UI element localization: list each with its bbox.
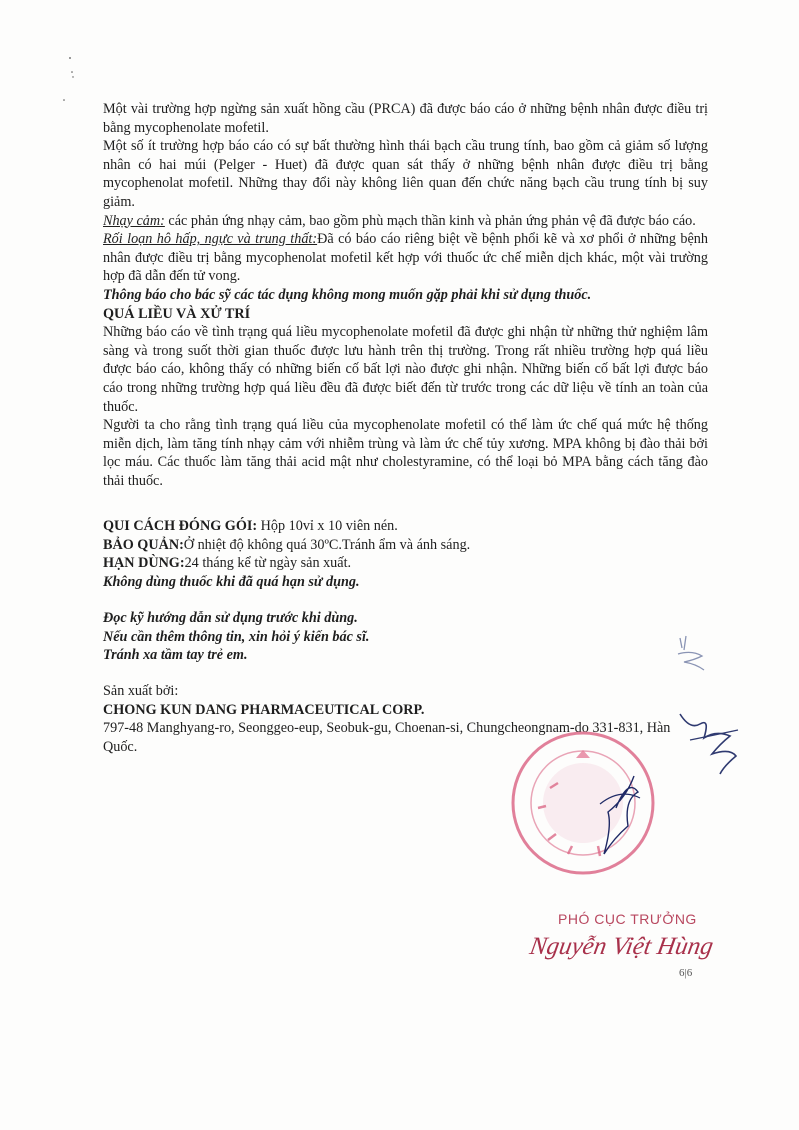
manufacturer-address: 797-48 Manghyang-ro, Seonggeo-eup, Seobuk-gu, Choenan-si, Chungcheongnam-do 331-831, Hàn Quốc. <box>103 720 671 755</box>
scan-speck-marks <box>60 50 80 110</box>
hypersensitivity-label: Nhạy cảm: <box>103 212 165 229</box>
report-notice: Thông báo cho bác sỹ các tác dụng không mong muốn gặp phải khi sử dụng thuốc. <box>103 286 592 303</box>
page-number: 6|6 <box>679 967 693 979</box>
expiry-warning: Không dùng thuốc khi đã quá hạn sử dụng. <box>103 573 360 590</box>
official-stamp <box>508 728 658 878</box>
signer-title: PHÓ CỤC TRƯỞNG <box>558 911 697 927</box>
storage-value: Ở nhiệt độ không quá 30ºC.Tránh ẩm và ánh sáng. <box>183 536 471 553</box>
product-specs <box>103 517 708 591</box>
manufacturer-label: Sản xuất bởi: <box>103 683 179 699</box>
packing-value: Hộp 10vỉ x 10 viên nén. <box>257 518 398 534</box>
storage-line <box>103 536 708 555</box>
neutrophil-paragraph: Một số ít trường hợp báo cáo có sự bất thường hình thái bạch cầu trung tính, bao gồm cả giảm số lượng nhân có hai múi (Pelger - Huet) đã được quan sát thấy ở những bệnh nhân được điều trị bằng mycophenolat mofetil. Những thay đổi này không liên quan đến chức năng bạch cầu trung tính bị suy giảm. <box>103 138 708 210</box>
note-keep-away-children: Tránh xa tầm tay trẻ em. <box>103 647 248 664</box>
manufacturer-name: CHONG KUN DANG PHARMACEUTICAL CORP. <box>103 701 425 718</box>
expiry-line <box>103 554 708 573</box>
signer-name: Nguyễn Việt Hùng <box>527 933 716 960</box>
handwritten-signature <box>660 700 760 780</box>
storage-label: BẢO QUẢN: <box>103 536 184 553</box>
overdose-paragraph-1: Những báo cáo về tình trạng quá liều mycophenolate mofetil đã được ghi nhận từ những thử nghiệm lâm sàng và trong suốt thời gian thuốc được lưu hành trên thị trường. Trong rất nhiều trường hợp quá liều được báo cáo, không thấy có những biến cố bất lợi nào được ghi nhận. Những biến cố bất lợi được báo cáo trong những trường hợp quá liều đều đã được biết đến từ trước trong các dữ liệu về tính an toàn của thuốc. <box>103 324 708 415</box>
usage-notes <box>103 609 369 665</box>
expiry-value: 24 tháng kể từ ngày sản xuất. <box>184 555 352 572</box>
note-read-instructions: Đọc kỹ hướng dẫn sử dụng trước khi dùng. <box>103 610 358 626</box>
side-effects-section <box>103 100 708 490</box>
hypersensitivity-paragraph <box>103 212 708 231</box>
packing-label: QUI CÁCH ĐÓNG GÓI: <box>103 518 258 534</box>
respiratory-text: Đã có báo cáo riêng biệt về bệnh phổi kẽ và xơ phổi ở những bệnh nhân được điều trị bằng mycophenolat mofetil kết hợp với thuốc ức chế miễn dịch khác, một vài trường hợp đã dẫn đến tử vong. <box>103 231 708 285</box>
overdose-heading: QUÁ LIỀU VÀ XỬ TRÍ <box>103 305 251 322</box>
packing-line <box>103 517 708 536</box>
prca-paragraph: Một vài trường hợp ngừng sản xuất hồng cầu (PRCA) đã được báo cáo ở những bệnh nhân được điều trị bằng mycophenolate mofetil. <box>103 101 708 136</box>
initials-mark <box>672 632 712 676</box>
overdose-paragraph-2: Người ta cho rằng tình trạng quá liều của mycophenolate mofetil có thể làm ức chế quá mức hệ thống miễn dịch, làm tăng tính nhạy cảm với nhiễm trùng và làm ức chế tủy xương. MPA không bị đào thải bởi lọc máu. Các thuốc làm tăng thải acid mật như cholestyramine, có thể loại bỏ MPA bằng cách tăng đào thải thuốc. <box>103 417 708 489</box>
respiratory-paragraph <box>103 230 708 286</box>
hypersensitivity-text: các phản ứng nhạy cảm, bao gồm phù mạch thần kinh và phản ứng phản vệ đã được báo cáo. <box>164 212 696 229</box>
respiratory-label: Rối loạn hô hấp, ngực và trung thất: <box>103 231 318 248</box>
note-ask-doctor: Nếu cần thêm thông tin, xin hỏi ý kiến bác sĩ. <box>103 628 370 645</box>
expiry-label: HẠN DÙNG: <box>103 555 185 572</box>
